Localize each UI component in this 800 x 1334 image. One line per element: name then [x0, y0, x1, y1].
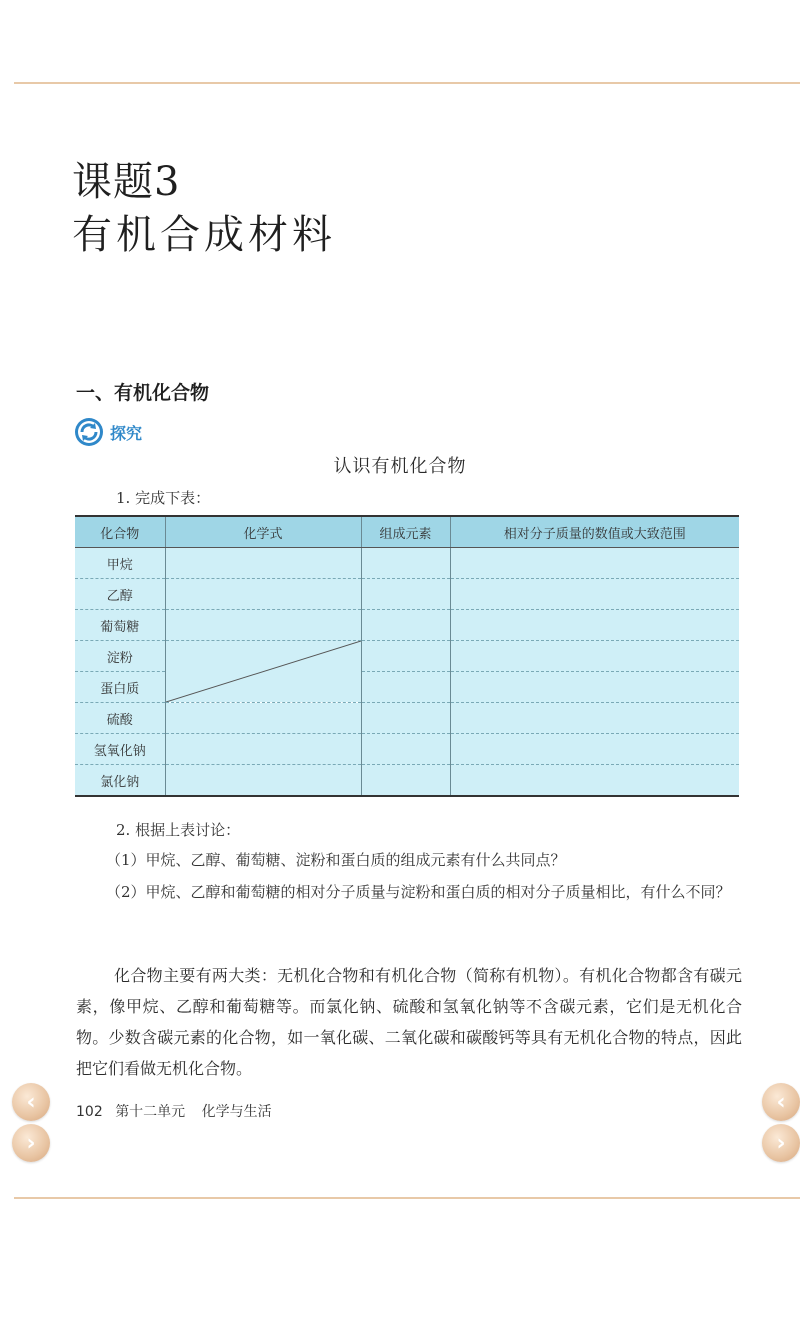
- mass-cell[interactable]: [450, 734, 739, 765]
- body-paragraph: 化合物主要有两大类：无机化合物和有机化合物（简称有机物）。有机化合物都含有碳元素，像甲烷、乙醇和葡萄糖等。而氯化钠、硫酸和氢氧化钠等不含碳元素，它们是无机化合物。少数含碳元素的化合物，如一氧化碳、二氧化碳和碳酸钙等具有无机化合物的特点，因此把它们看做无机化合物。: [76, 966, 742, 1078]
- question-2-part-2: （2）甲烷、乙醇和葡萄糖的相对分子质量与淀粉和蛋白质的相对分子质量相比，有什么不同？: [106, 883, 731, 901]
- table-row: [75, 641, 739, 672]
- row-label: 氢氧化钠: [75, 734, 165, 765]
- elements-cell[interactable]: [361, 703, 450, 734]
- prev-page-button[interactable]: [12, 1083, 50, 1121]
- header-formula: 化学式: [165, 516, 361, 548]
- elements-cell[interactable]: [361, 765, 450, 797]
- question-2: 2. 根据上表讨论：: [116, 821, 241, 839]
- mass-cell[interactable]: [450, 610, 739, 641]
- question-1: 1. 完成下表：: [116, 489, 211, 507]
- row-label: 葡萄糖: [75, 610, 165, 641]
- table-row: [75, 610, 739, 641]
- formula-cell-crossed: [165, 641, 361, 703]
- chevron-right-icon: ›: [776, 1130, 786, 1156]
- prev-page-button-right[interactable]: [762, 1083, 800, 1121]
- explore-cycle-icon: [74, 417, 104, 447]
- compound-table: [75, 515, 739, 797]
- next-page-button[interactable]: [12, 1124, 50, 1162]
- table-row: [75, 765, 739, 797]
- formula-cell[interactable]: [165, 765, 361, 797]
- row-label: 淀粉: [75, 641, 165, 672]
- explore-badge: [74, 417, 142, 447]
- row-label: 甲烷: [75, 548, 165, 579]
- mass-cell[interactable]: [450, 765, 739, 797]
- explore-label: 探究: [110, 423, 143, 443]
- table-row: [75, 579, 739, 610]
- row-label: 氯化钠: [75, 765, 165, 797]
- unit-label: 第十二单元: [115, 1104, 186, 1120]
- mass-cell[interactable]: [450, 579, 739, 610]
- elements-cell[interactable]: [361, 610, 450, 641]
- table-row: [75, 734, 739, 765]
- formula-cell[interactable]: [165, 734, 361, 765]
- table-row: [75, 548, 739, 579]
- page-number: 102: [76, 1104, 103, 1120]
- elements-cell[interactable]: [361, 579, 450, 610]
- row-label: 蛋白质: [75, 672, 165, 703]
- formula-cell[interactable]: [165, 579, 361, 610]
- mass-cell[interactable]: [450, 703, 739, 734]
- elements-cell[interactable]: [361, 672, 450, 703]
- elements-cell[interactable]: [361, 641, 450, 672]
- mass-cell[interactable]: [450, 641, 739, 672]
- topic-label: 化学与生活: [201, 1104, 272, 1120]
- chevron-right-icon: ›: [26, 1130, 36, 1156]
- mass-cell[interactable]: [450, 548, 739, 579]
- section-heading: 一、有机化合物: [76, 382, 210, 404]
- elements-cell[interactable]: [361, 734, 450, 765]
- activity-title: 认识有机化合物: [333, 456, 467, 477]
- chevron-left-icon: ‹: [776, 1089, 786, 1115]
- formula-cell[interactable]: [165, 610, 361, 641]
- table-row: [75, 703, 739, 734]
- top-rule: [14, 82, 800, 84]
- row-label: 乙醇: [75, 579, 165, 610]
- lesson-title: 有机合成材料: [72, 212, 336, 258]
- page-footer: [76, 1101, 272, 1121]
- header-molecular-mass: 相对分子质量的数值或大致范围: [450, 516, 739, 548]
- header-compound: 化合物: [75, 516, 165, 548]
- question-2-part-1: （1）甲烷、乙醇、葡萄糖、淀粉和蛋白质的组成元素有什么共同点？: [106, 851, 566, 869]
- mass-cell[interactable]: [450, 672, 739, 703]
- elements-cell[interactable]: [361, 548, 450, 579]
- formula-cell[interactable]: [165, 548, 361, 579]
- diagonal-strike: [166, 641, 361, 702]
- header-elements: 组成元素: [361, 516, 450, 548]
- formula-cell[interactable]: [165, 703, 361, 734]
- table-header-row: [75, 516, 739, 548]
- row-label: 硫酸: [75, 703, 165, 734]
- chevron-left-icon: ‹: [26, 1089, 36, 1115]
- next-page-button-right[interactable]: [762, 1124, 800, 1162]
- bottom-rule: [14, 1197, 800, 1199]
- lesson-number: 课题3: [72, 159, 181, 205]
